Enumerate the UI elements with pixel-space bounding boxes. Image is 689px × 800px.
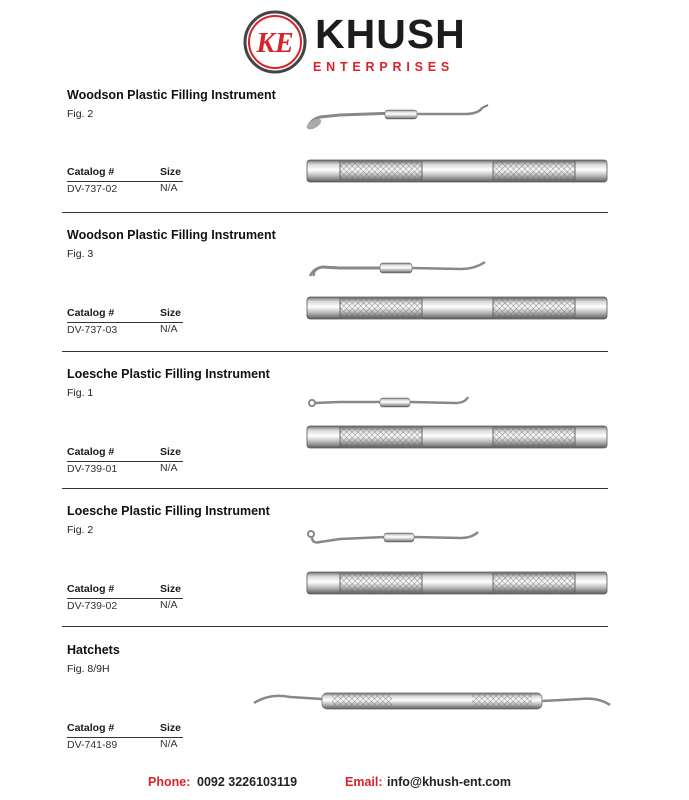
catalog-value: DV-739-01 [67,463,118,475]
section-divider [62,351,608,352]
section-divider [62,626,608,627]
email-address[interactable]: info@khush-ent.com [387,775,511,789]
instrument-overview-image [300,256,500,286]
catalog-value: DV-739-02 [67,600,118,612]
logo-emblem [243,10,307,74]
section-divider [62,212,608,213]
size-value: N/A [160,462,178,474]
product-title: Hatchets [67,643,120,657]
instrument-handle-image [306,159,608,183]
size-label: Size [160,446,182,458]
spec-header [67,446,183,462]
product-figure: Fig. 1 [67,387,94,399]
catalog-label: Catalog # [67,446,115,458]
catalog-label: Catalog # [67,307,115,319]
spec-header [67,583,183,599]
product-title: Woodson Plastic Filling Instrument [67,88,276,102]
phone-label: Phone: [148,775,191,789]
size-value: N/A [160,182,178,194]
brand-subtitle: ENTERPRISES [313,60,455,74]
size-value: N/A [160,599,178,611]
instrument-handle-image [306,296,608,320]
size-value: N/A [160,323,178,335]
logo-initials: KE [256,28,294,59]
size-label: Size [160,722,182,734]
product-figure: Fig. 2 [67,524,94,536]
instrument-hatchet-image [250,687,615,717]
instrument-overview-image [300,391,500,417]
product-figure: Fig. 2 [67,108,94,120]
product-title: Woodson Plastic Filling Instrument [67,228,276,242]
section-divider [62,488,608,489]
catalog-value: DV-741-89 [67,739,118,751]
spec-header [67,307,183,323]
product-title: Loesche Plastic Filling Instrument [67,367,270,381]
phone-number[interactable]: 0092 3226103119 [197,775,298,789]
size-label: Size [160,307,182,319]
company-logo [243,10,466,80]
product-figure: Fig. 8/9H [67,663,110,675]
product-figure: Fig. 3 [67,248,94,260]
instrument-handle-image [306,571,608,595]
catalog-value: DV-737-02 [67,183,118,195]
size-label: Size [160,583,182,595]
catalog-label: Catalog # [67,583,115,595]
product-title: Loesche Plastic Filling Instrument [67,504,270,518]
size-label: Size [160,166,182,178]
size-value: N/A [160,738,178,750]
spec-header [67,722,183,738]
instrument-overview-image [300,100,500,134]
spec-header [67,166,183,182]
catalog-value: DV-737-03 [67,324,118,336]
brand-name: KHUSH [315,11,466,57]
catalog-label: Catalog # [67,166,115,178]
instrument-overview-image [300,526,500,556]
email-label: Email: [345,775,383,789]
catalog-label: Catalog # [67,722,115,734]
instrument-handle-image [306,425,608,449]
